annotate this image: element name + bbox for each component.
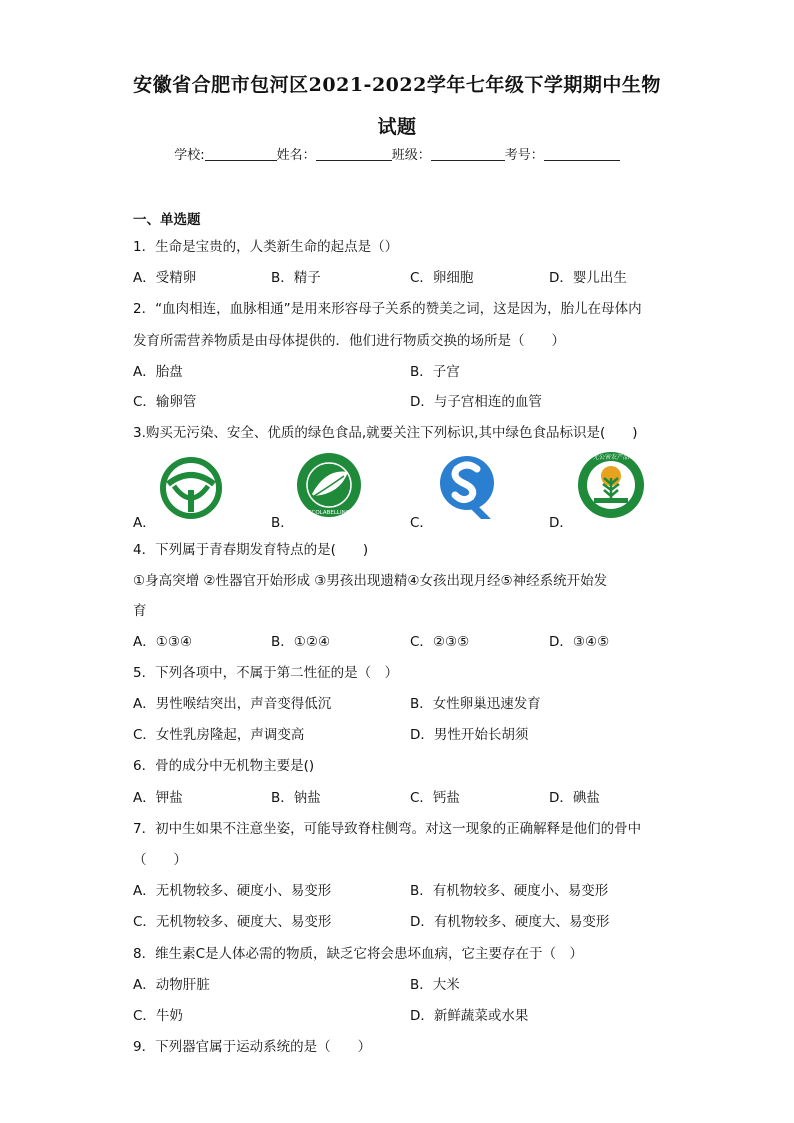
class-label: 班级：: [391, 148, 431, 163]
ecolabel-logo[interactable]: [296, 450, 362, 520]
option-a[interactable]: A．①③④: [133, 634, 193, 650]
question-stem: 3.购买无污染、安全、优质的绿色食品,就要关注下列标识,其中绿色食品标识是( ): [133, 425, 638, 441]
option-a[interactable]: A．男性喉结突出，声音变得低沉: [133, 696, 332, 712]
option-a[interactable]: A．无机物较多、硬度小、易变形: [133, 883, 332, 899]
option-b[interactable]: B．精子: [271, 270, 321, 286]
option-a[interactable]: A．钾盐: [133, 790, 183, 806]
option-d[interactable]: D．婴儿出生: [549, 270, 627, 286]
option-c[interactable]: C．钙盐: [410, 790, 460, 806]
exam-no-blank[interactable]: [544, 147, 620, 161]
question-stem: 9．下列器官属于运动系统的是（ ）: [133, 1039, 372, 1055]
option-d[interactable]: D．③④⑤: [549, 634, 610, 650]
section-heading: 一、单选题: [133, 212, 201, 228]
option-c[interactable]: C．输卵管: [133, 394, 197, 410]
option-b[interactable]: B．大米: [410, 977, 460, 993]
option-b[interactable]: B．有机物较多、硬度小、易变形: [410, 883, 609, 899]
exam-no-label: 考号：: [504, 148, 544, 163]
pollution-free-ring-text: 无公害农产品: [592, 454, 630, 461]
option-b[interactable]: B．子宫: [410, 364, 460, 380]
option-d[interactable]: D．有机物较多、硬度大、易变形: [410, 914, 610, 930]
question-stem: 发育所需营养物质是由母体提供的．他们进行物质交换的场所是（ ）: [133, 333, 565, 349]
student-info-line: [0, 144, 794, 163]
option-b[interactable]: B．①②④: [271, 634, 331, 650]
green-food-logo[interactable]: [160, 454, 222, 522]
ecolabel-ring-text: ECOLABELLING: [308, 510, 350, 516]
quality-s-logo[interactable]: [437, 451, 497, 521]
option-b[interactable]: B．: [271, 515, 294, 531]
option-b[interactable]: B．女性卵巢迅速发育: [410, 696, 541, 712]
option-d[interactable]: D．男性开始长胡须: [410, 727, 529, 743]
pollution-free-logo[interactable]: [576, 450, 646, 520]
question-stem: ①身高突增 ②性器官开始形成 ③男孩出现遗精④女孩出现月经⑤神经系统开始发: [133, 573, 608, 589]
name-blank[interactable]: [316, 147, 392, 161]
option-b[interactable]: B．钠盐: [271, 790, 321, 806]
question-stem: 7．初中生如果不注意坐姿，可能导致脊柱侧弯。对这一现象的正确解释是他们的骨中: [133, 821, 642, 837]
question-stem: 4．下列属于青春期发育特点的是( ): [133, 542, 369, 558]
option-c[interactable]: C．牛奶: [133, 1008, 183, 1024]
option-d[interactable]: D．新鲜蔬菜或水果: [410, 1008, 529, 1024]
question-stem: 5．下列各项中，不属于第二性征的是（ ）: [133, 665, 399, 681]
name-label: 姓名：: [276, 148, 316, 163]
option-a[interactable]: A．: [133, 515, 156, 531]
option-a[interactable]: A．胎盘: [133, 364, 183, 380]
exam-title-line1: 安徽省合肥市包河区2021-2022学年七年级下学期期中生物: [133, 74, 661, 96]
question-stem: 2．“血肉相连，血脉相通”是用来形容母子关系的赞美之词，这是因为，胎儿在母体内: [133, 301, 642, 317]
school-label: 学校:: [174, 148, 205, 163]
option-c[interactable]: C．②③⑤: [410, 634, 470, 650]
option-a[interactable]: A．动物肝脏: [133, 977, 210, 993]
option-c[interactable]: C．卵细胞: [410, 270, 474, 286]
question-stem: （ ）: [133, 852, 187, 868]
option-d[interactable]: D．: [549, 515, 573, 531]
option-c[interactable]: C．女性乳房隆起，声调变高: [133, 727, 305, 743]
question-stem: 育: [133, 603, 147, 619]
option-c[interactable]: C．: [410, 515, 433, 531]
question-stem: 8．维生素C是人体必需的物质，缺乏它将会患坏血病，它主要存在于（ ）: [133, 946, 584, 962]
question-stem: 1．生命是宝贵的，人类新生命的起点是（）: [133, 239, 399, 255]
school-blank[interactable]: [205, 147, 277, 161]
option-d[interactable]: D．与子宫相连的血管: [410, 394, 542, 410]
class-blank[interactable]: [431, 147, 505, 161]
option-d[interactable]: D．碘盐: [549, 790, 600, 806]
exam-title-line2: 试题: [377, 116, 417, 138]
option-a[interactable]: A．受精卵: [133, 270, 197, 286]
question-stem: 6．骨的成分中无机物主要是(): [133, 758, 315, 774]
option-c[interactable]: C．无机物较多、硬度大、易变形: [133, 914, 332, 930]
